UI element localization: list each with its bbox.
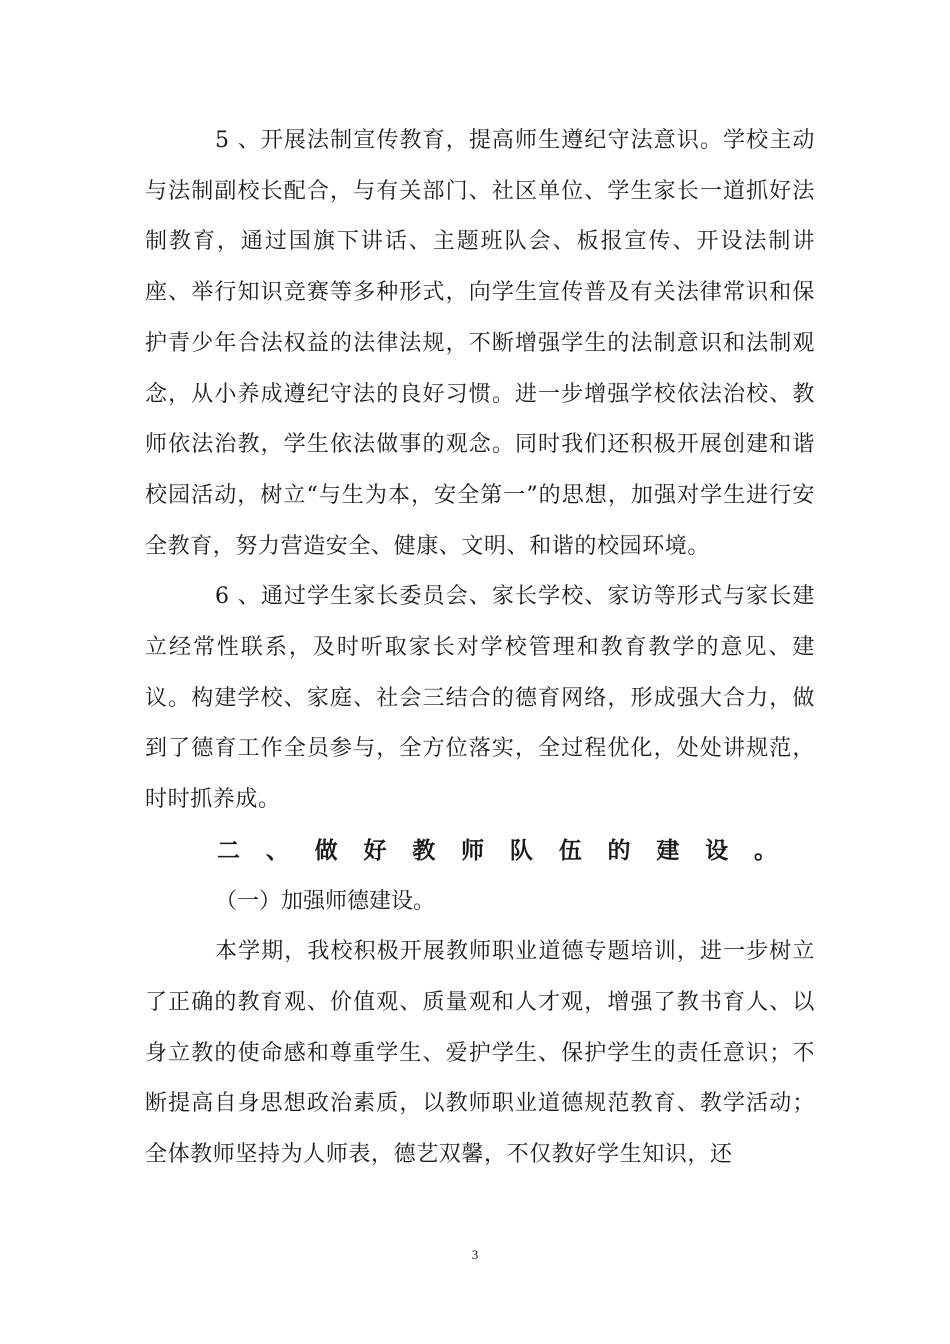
section-heading: 二 、 做 好 教 师 队 伍 的 建 设 。: [217, 836, 777, 864]
subsection-heading: （一）加强师德建设。: [215, 888, 436, 914]
body-paragraph: 本学期，我校积极开展教师职业道德专题培训，进一步树立了正确的教育观、价值观、质量观和人才观，增强了教书育人、以身立教的使命感和尊重学生、爱护学生、保护学生的责任意识；不断提高自身思想政治素质，以教师职业道德规范教育、教学活动；全体教师坚持为人师表，德艺双馨，不仅教好学生知识，还: [145, 939, 815, 1168]
paragraph-item-5: 5 、开展法制宣传教育，提高师生遵纪守法意识。学校主动与法制副校长配合，与有关部门、社区单位、学生家长一道抓好法制教育，通过国旗下讲话、主题班队会、板报宣传、开设法制讲座、举行知识竞赛等多种形式，向学生宣传普及有关法律常识和保护青少年合法权益的法律法规，不断增强学生的法制意识和法制观念，从小养成遵纪守法的良好习惯。进一步增强学校依法治校、教师依法治教，学生依法做事的观念。同时我们还积极开展创建和谐校园活动，树立“与生为本，安全第一”的思想，加强对学生进行安全教育，努力营造安全、健康、文明、和谐的校园环境。: [145, 128, 815, 559]
page-content: [145, 116, 815, 1181]
paragraph-item-6: 6 、通过学生家长委员会、家长学校、家访等形式与家长建立经常性联系，及时听取家长对学校管理和教育教学的意见、建议。构建学校、家庭、社会三结合的德育网络，形成强大合力，做到了德育工作全员参与，全方位落实，全过程优化，处处讲规范，时时抓养成。: [145, 584, 815, 813]
page-number: 3: [471, 1247, 479, 1262]
